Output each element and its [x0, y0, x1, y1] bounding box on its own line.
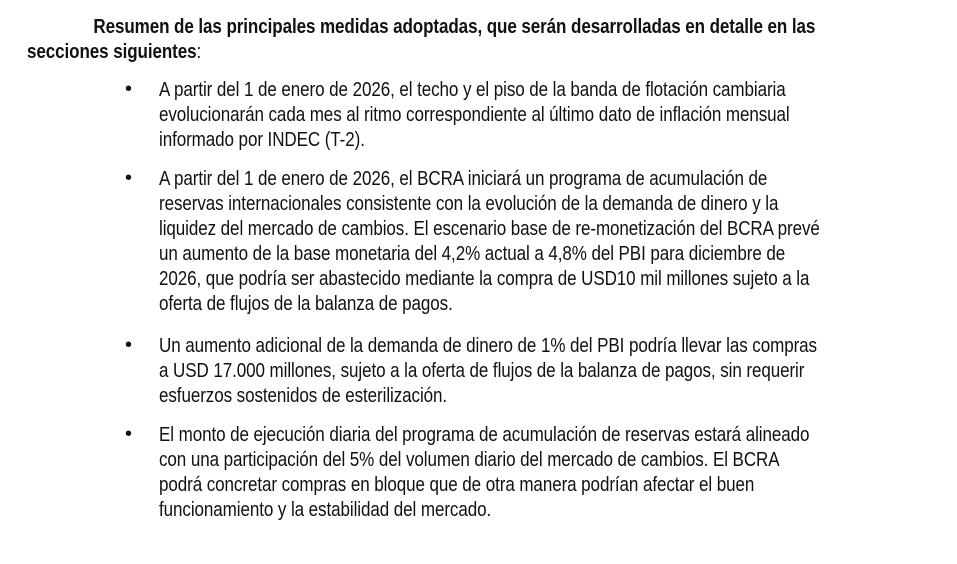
- text-line: con una participación del 5% del volumen diario del mercado de cambios. El BCRA: [159, 448, 780, 471]
- text-line: informado por INDEC (T-2).: [159, 128, 365, 151]
- intro-heading-line1: Resumen de las principales medidas adoptadas, que serán desarrolladas en detalle en las: [93, 15, 816, 38]
- bullet-icon: •: [125, 167, 133, 189]
- text-line: esfuerzos sostenidos de esterilización.: [159, 384, 448, 407]
- text-line: A partir del 1 de enero de 2026, el techo y el piso de la banda de flotación cambiaria: [159, 78, 786, 101]
- text-line: oferta de flujos de la balanza de pagos.: [159, 292, 453, 315]
- intro-heading-line2: secciones siguientes: [27, 40, 197, 63]
- bullet-icon: •: [125, 423, 133, 445]
- text-line: 2026, que podría ser abastecido mediante la compra de USD10 mil millones sujeto a la: [159, 267, 810, 290]
- text-line: un aumento de la base monetaria del 4,2% actual a 4,8% del PBI para diciembre de: [159, 242, 786, 265]
- text-line: A partir del 1 de enero de 2026, el BCRA iniciará un programa de acumulación de: [159, 167, 768, 190]
- intro-paragraph: [27, 14, 907, 64]
- text-line: reservas internacionales consistente con la evolución de la demanda de dinero y la: [159, 192, 779, 215]
- intro-colon: :: [196, 40, 202, 63]
- text-line: funcionamiento y la estabilidad del mercado.: [159, 498, 492, 521]
- list-item-text: [159, 422, 918, 522]
- list-item-text: [159, 333, 918, 408]
- text-line: El monto de ejecución diaria del programa de acumulación de reservas estará alineado: [159, 423, 810, 446]
- text-line: podrá concretar compras en bloque que de otra manera podrían afectar el buen: [159, 473, 755, 496]
- list-item-text: [159, 77, 918, 152]
- text-line: a USD 17.000 millones, sujeto a la oferta de flujos de la balanza de pagos, sin requerir: [159, 359, 805, 382]
- list-item-text: [159, 166, 918, 316]
- text-line: liquidez del mercado de cambios. El escenario base de re-monetización del BCRA prevé: [159, 217, 820, 240]
- text-line: Un aumento adicional de la demanda de dinero de 1% del PBI podría llevar las compras: [159, 334, 817, 357]
- text-line: evolucionarán cada mes al ritmo correspondiente al último dato de inflación mensual: [159, 103, 790, 126]
- bullet-icon: •: [125, 334, 133, 356]
- bullet-icon: •: [125, 78, 133, 100]
